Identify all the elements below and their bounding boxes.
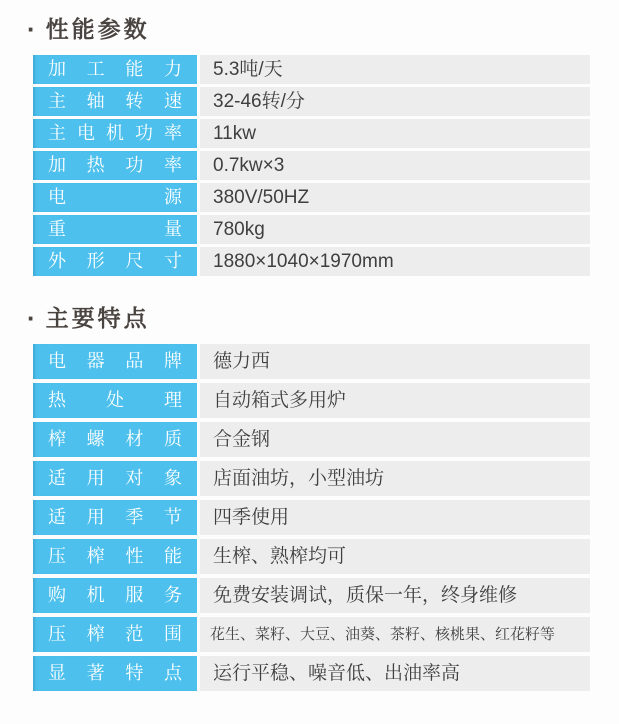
section-title-text: 性能参数 — [45, 16, 150, 42]
row-label: 重量 — [33, 215, 197, 244]
features-spec-table — [33, 344, 590, 691]
row-value: 0.7kw×3 — [200, 151, 590, 180]
table-row — [33, 215, 590, 244]
table-row — [33, 656, 590, 691]
section-title-text: 主要特点 — [45, 305, 150, 331]
row-value: 自动箱式多用炉 — [200, 383, 590, 418]
row-value: 11kw — [200, 119, 590, 148]
row-value: 花生、菜籽、大豆、油葵、茶籽、核桃果、红花籽等 — [200, 617, 590, 652]
row-value: 1880×1040×1970mm — [200, 247, 590, 276]
row-value: 免费安装调试，质保一年，终身维修 — [200, 578, 590, 613]
row-label: 适用对象 — [33, 461, 197, 496]
table-row — [33, 119, 590, 148]
row-label: 压榨范围 — [33, 617, 197, 652]
bullet-dot-icon: · — [27, 303, 36, 333]
section-title-features — [27, 303, 619, 333]
table-row — [33, 500, 590, 535]
row-label: 显著特点 — [33, 656, 197, 691]
row-label: 购机服务 — [33, 578, 197, 613]
row-label: 适用季节 — [33, 500, 197, 535]
table-row — [33, 578, 590, 613]
row-value: 店面油坊，小型油坊 — [200, 461, 590, 496]
row-value: 380V/50HZ — [200, 183, 590, 212]
row-label: 加工能力 — [33, 55, 197, 84]
table-row — [33, 183, 590, 212]
row-value: 5.3吨/天 — [200, 55, 590, 84]
row-value: 合金钢 — [200, 422, 590, 457]
row-value: 德力西 — [200, 344, 590, 379]
table-row — [33, 461, 590, 496]
table-row — [33, 151, 590, 180]
table-row — [33, 617, 590, 652]
table-row — [33, 87, 590, 116]
row-label: 电源 — [33, 183, 197, 212]
section-title-performance — [27, 14, 619, 44]
table-row — [33, 247, 590, 276]
row-value: 生榨、熟榨均可 — [200, 539, 590, 574]
row-label: 加热功率 — [33, 151, 197, 180]
performance-spec-table — [33, 55, 590, 276]
row-label: 主轴转速 — [33, 87, 197, 116]
row-label: 热处理 — [33, 383, 197, 418]
row-value: 780kg — [200, 215, 590, 244]
row-label: 主电机功率 — [33, 119, 197, 148]
table-row — [33, 539, 590, 574]
table-row — [33, 383, 590, 418]
table-row — [33, 344, 590, 379]
table-row — [33, 55, 590, 84]
table-row — [33, 422, 590, 457]
row-label: 外形尺寸 — [33, 247, 197, 276]
row-label: 电器品牌 — [33, 344, 197, 379]
row-value: 32-46转/分 — [200, 87, 590, 116]
bullet-dot-icon: · — [27, 14, 36, 44]
row-value: 运行平稳、噪音低、出油率高 — [200, 656, 590, 691]
row-label: 压榨性能 — [33, 539, 197, 574]
row-value: 四季使用 — [200, 500, 590, 535]
row-label: 榨螺材质 — [33, 422, 197, 457]
